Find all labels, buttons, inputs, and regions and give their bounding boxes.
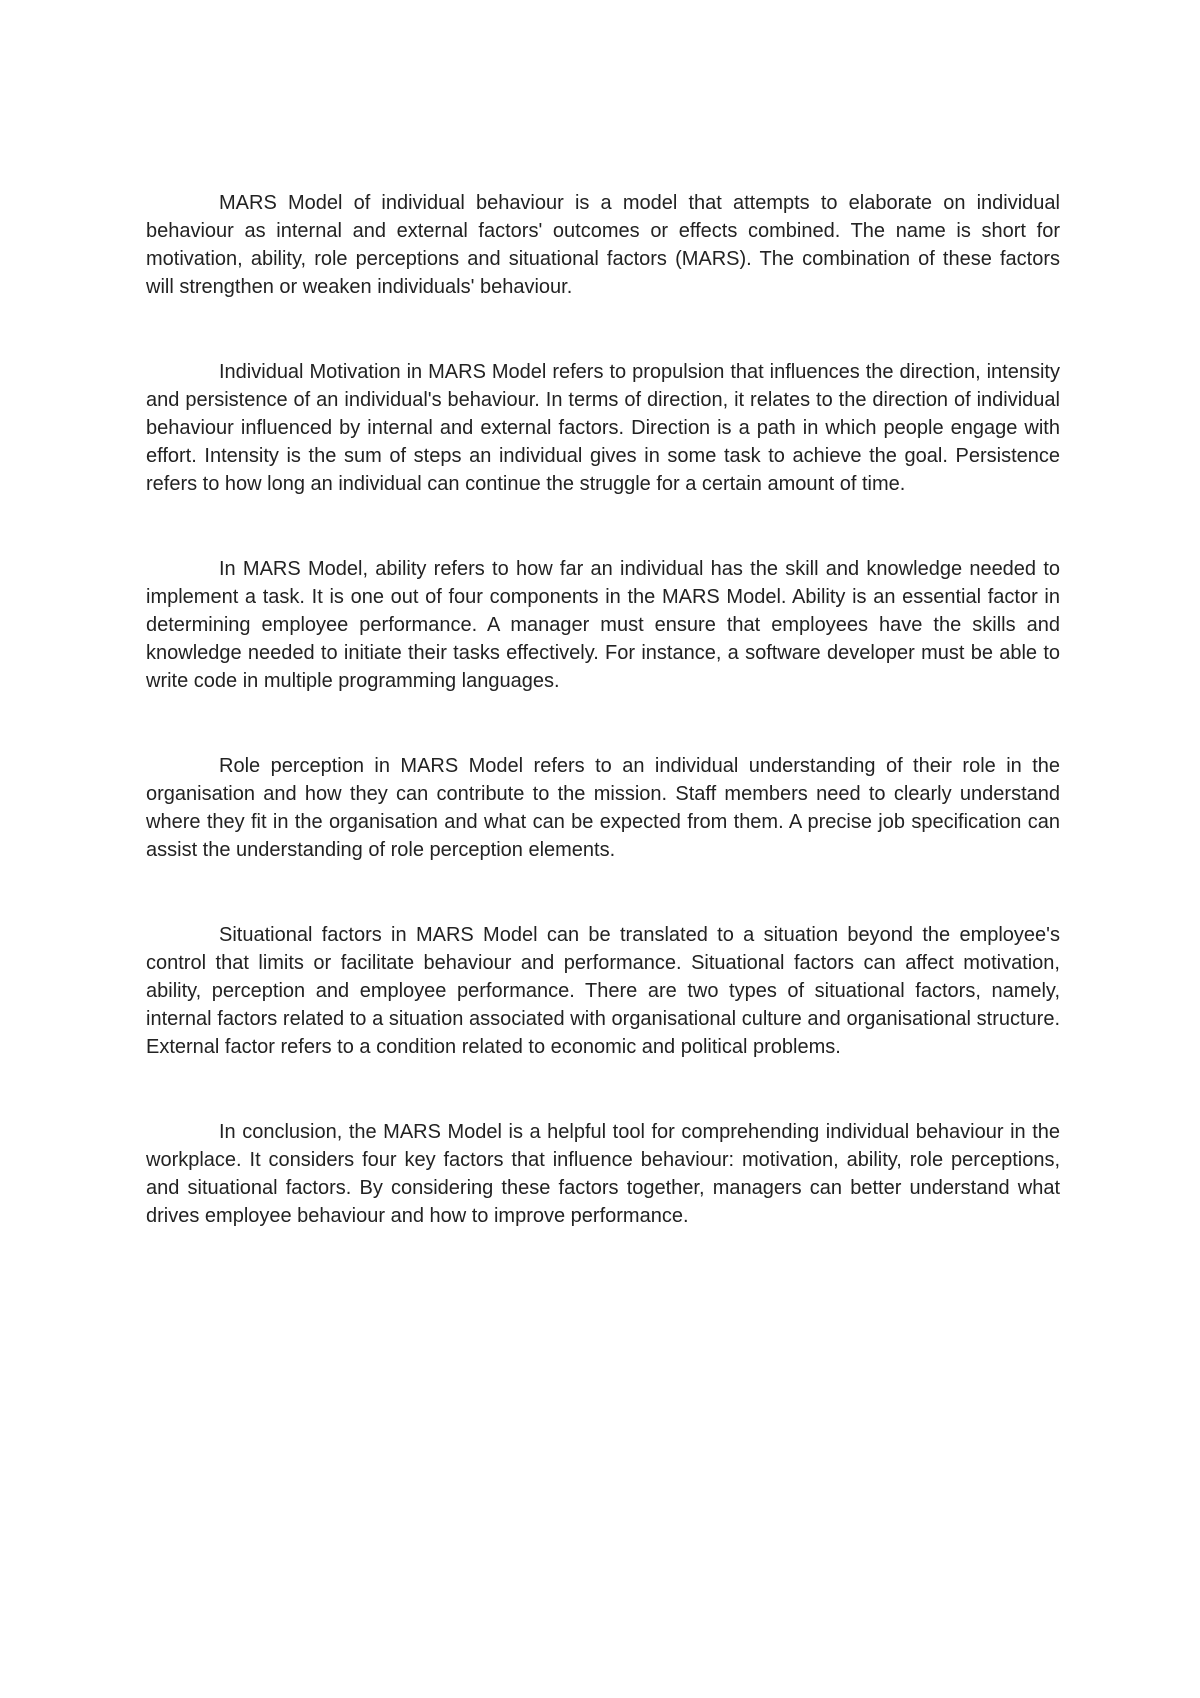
paragraph-situational-factors: Situational factors in MARS Model can be translated to a situation beyond the employee's control that limits or facilitate behaviour and performance. Situational factors can affect motivation, ability, perception and employee performance. There are two types of situational factors, namely, internal factors related to a situation associated with organisational culture and organisational structure. External factor refers to a condition related to economic and political problems. [146,924,1060,1058]
document-body [146,189,1060,1230]
paragraph-ability: In MARS Model, ability refers to how far an individual has the skill and knowledge needed to implement a task. It is one out of four components in the MARS Model. Ability is an essential factor in determining employee performance. A manager must ensure that employees have the skills and knowledge needed to initiate their tasks effectively. For instance, a software developer must be able to write code in multiple programming languages. [146,558,1060,692]
paragraph-conclusion: In conclusion, the MARS Model is a helpful tool for comprehending individual behaviour in the workplace. It considers four key factors that influence behaviour: motivation, ability, role perceptions, and situational factors. By considering these factors together, managers can better understand what drives employee behaviour and how to improve performance. [146,1121,1060,1227]
paragraph-role-perception: Role perception in MARS Model refers to an individual understanding of their role in the organisation and how they can contribute to the mission. Staff members need to clearly understand where they fit in the organisation and what can be expected from them. A precise job specification can assist the understanding of role perception elements. [146,755,1060,861]
paragraph-intro: MARS Model of individual behaviour is a model that attempts to elaborate on individual behaviour as internal and external factors' outcomes or effects combined. The name is short for motivation, ability, role perceptions and situational factors (MARS). The combination of these factors will strengthen or weaken individuals' behaviour. [146,192,1060,298]
paragraph-motivation: Individual Motivation in MARS Model refers to propulsion that influences the direction, intensity and persistence of an individual's behaviour. In terms of direction, it relates to the direction of individual behaviour influenced by internal and external factors. Direction is a path in which people engage with effort. Intensity is the sum of steps an individual gives in some task to achieve the goal. Persistence refers to how long an individual can continue the struggle for a certain amount of time. [146,361,1060,495]
